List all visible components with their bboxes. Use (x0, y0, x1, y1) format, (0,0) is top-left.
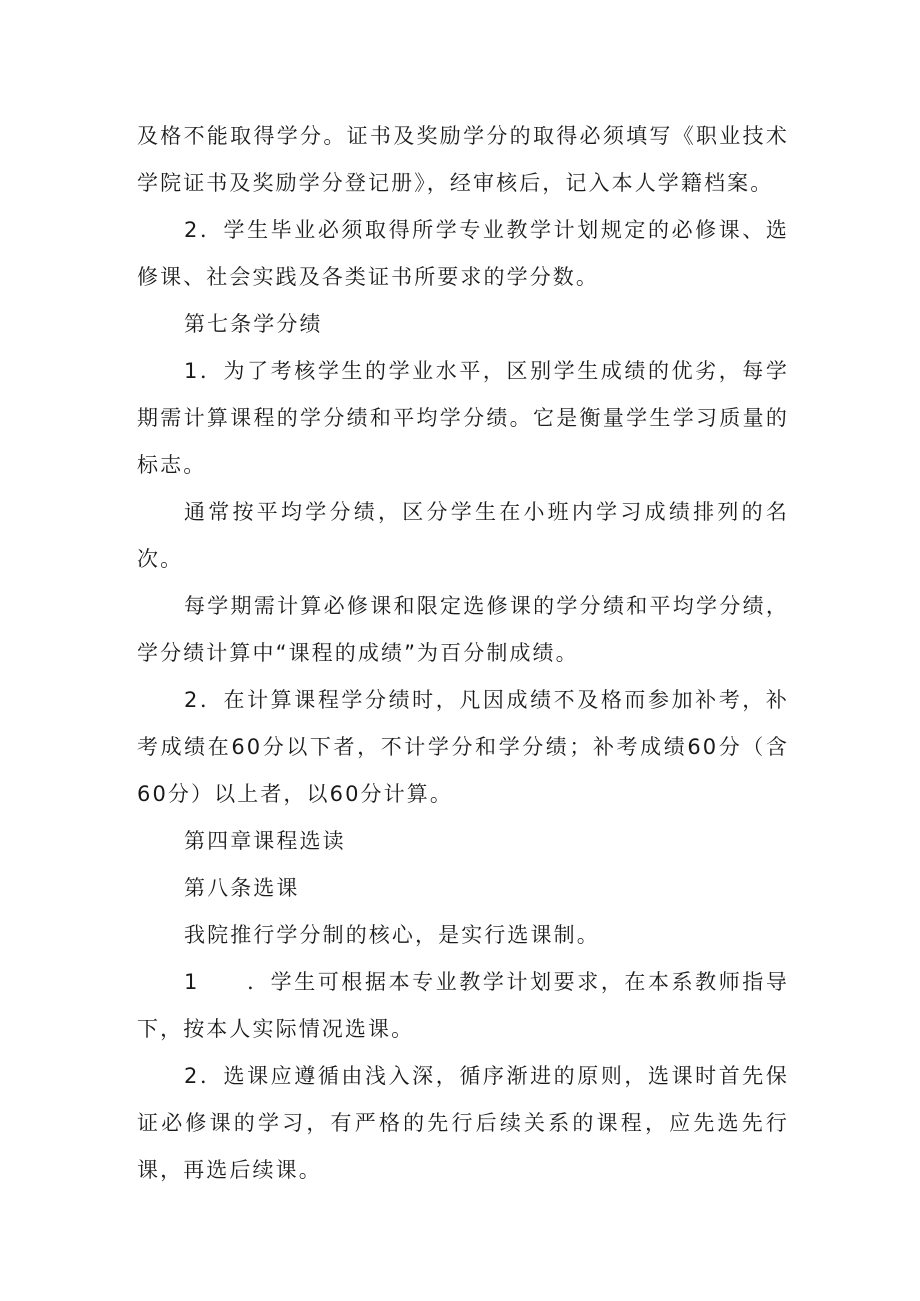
document-body (137, 113, 789, 1194)
paragraph: 第七条学分绩 (184, 312, 323, 336)
paragraph: 2．在计算课程学分绩时，凡因成绩不及格而参加补考，补考成绩在60分以下者，不计学分和学分绩；补考成绩60分（含60分）以上者，以60分计算。 (137, 688, 789, 806)
paragraph: 我院推行学分制的核心，是实行选课制。 (184, 923, 600, 947)
paragraph: 1 ．学生可根据本专业教学计划要求，在本系教师指导下，按本人实际情况选课。 (137, 970, 789, 1041)
paragraph: 每学期需计算必修课和限定选修课的学分绩和平均学分绩，学分绩计算中“课程的成绩”为百分制成绩。 (137, 594, 789, 665)
paragraph: 及格不能取得学分。证书及奖励学分的取得必须填写《职业技术学院证书及奖励学分登记册》，经审核后，记入本人学籍档案。 (137, 124, 789, 195)
paragraph: 第四章课程选读 (184, 829, 346, 853)
paragraph: 第八条选课 (184, 876, 300, 900)
paragraph: 2．选课应遵循由浅入深，循序渐进的原则，选课时首先保证必修课的学习，有严格的先行后续关系的课程，应先选先行课，再选后续课。 (137, 1064, 789, 1182)
paragraph: 1．为了考核学生的学业水平，区别学生成绩的优劣，每学期需计算课程的学分绩和平均学分绩。它是衡量学生学习质量的标志。 (137, 359, 789, 477)
paragraph: 通常按平均学分绩，区分学生在小班内学习成绩排列的名次。 (137, 500, 789, 571)
paragraph: 2．学生毕业必须取得所学专业教学计划规定的必修课、选修课、社会实践及各类证书所要求的学分数。 (137, 218, 789, 289)
